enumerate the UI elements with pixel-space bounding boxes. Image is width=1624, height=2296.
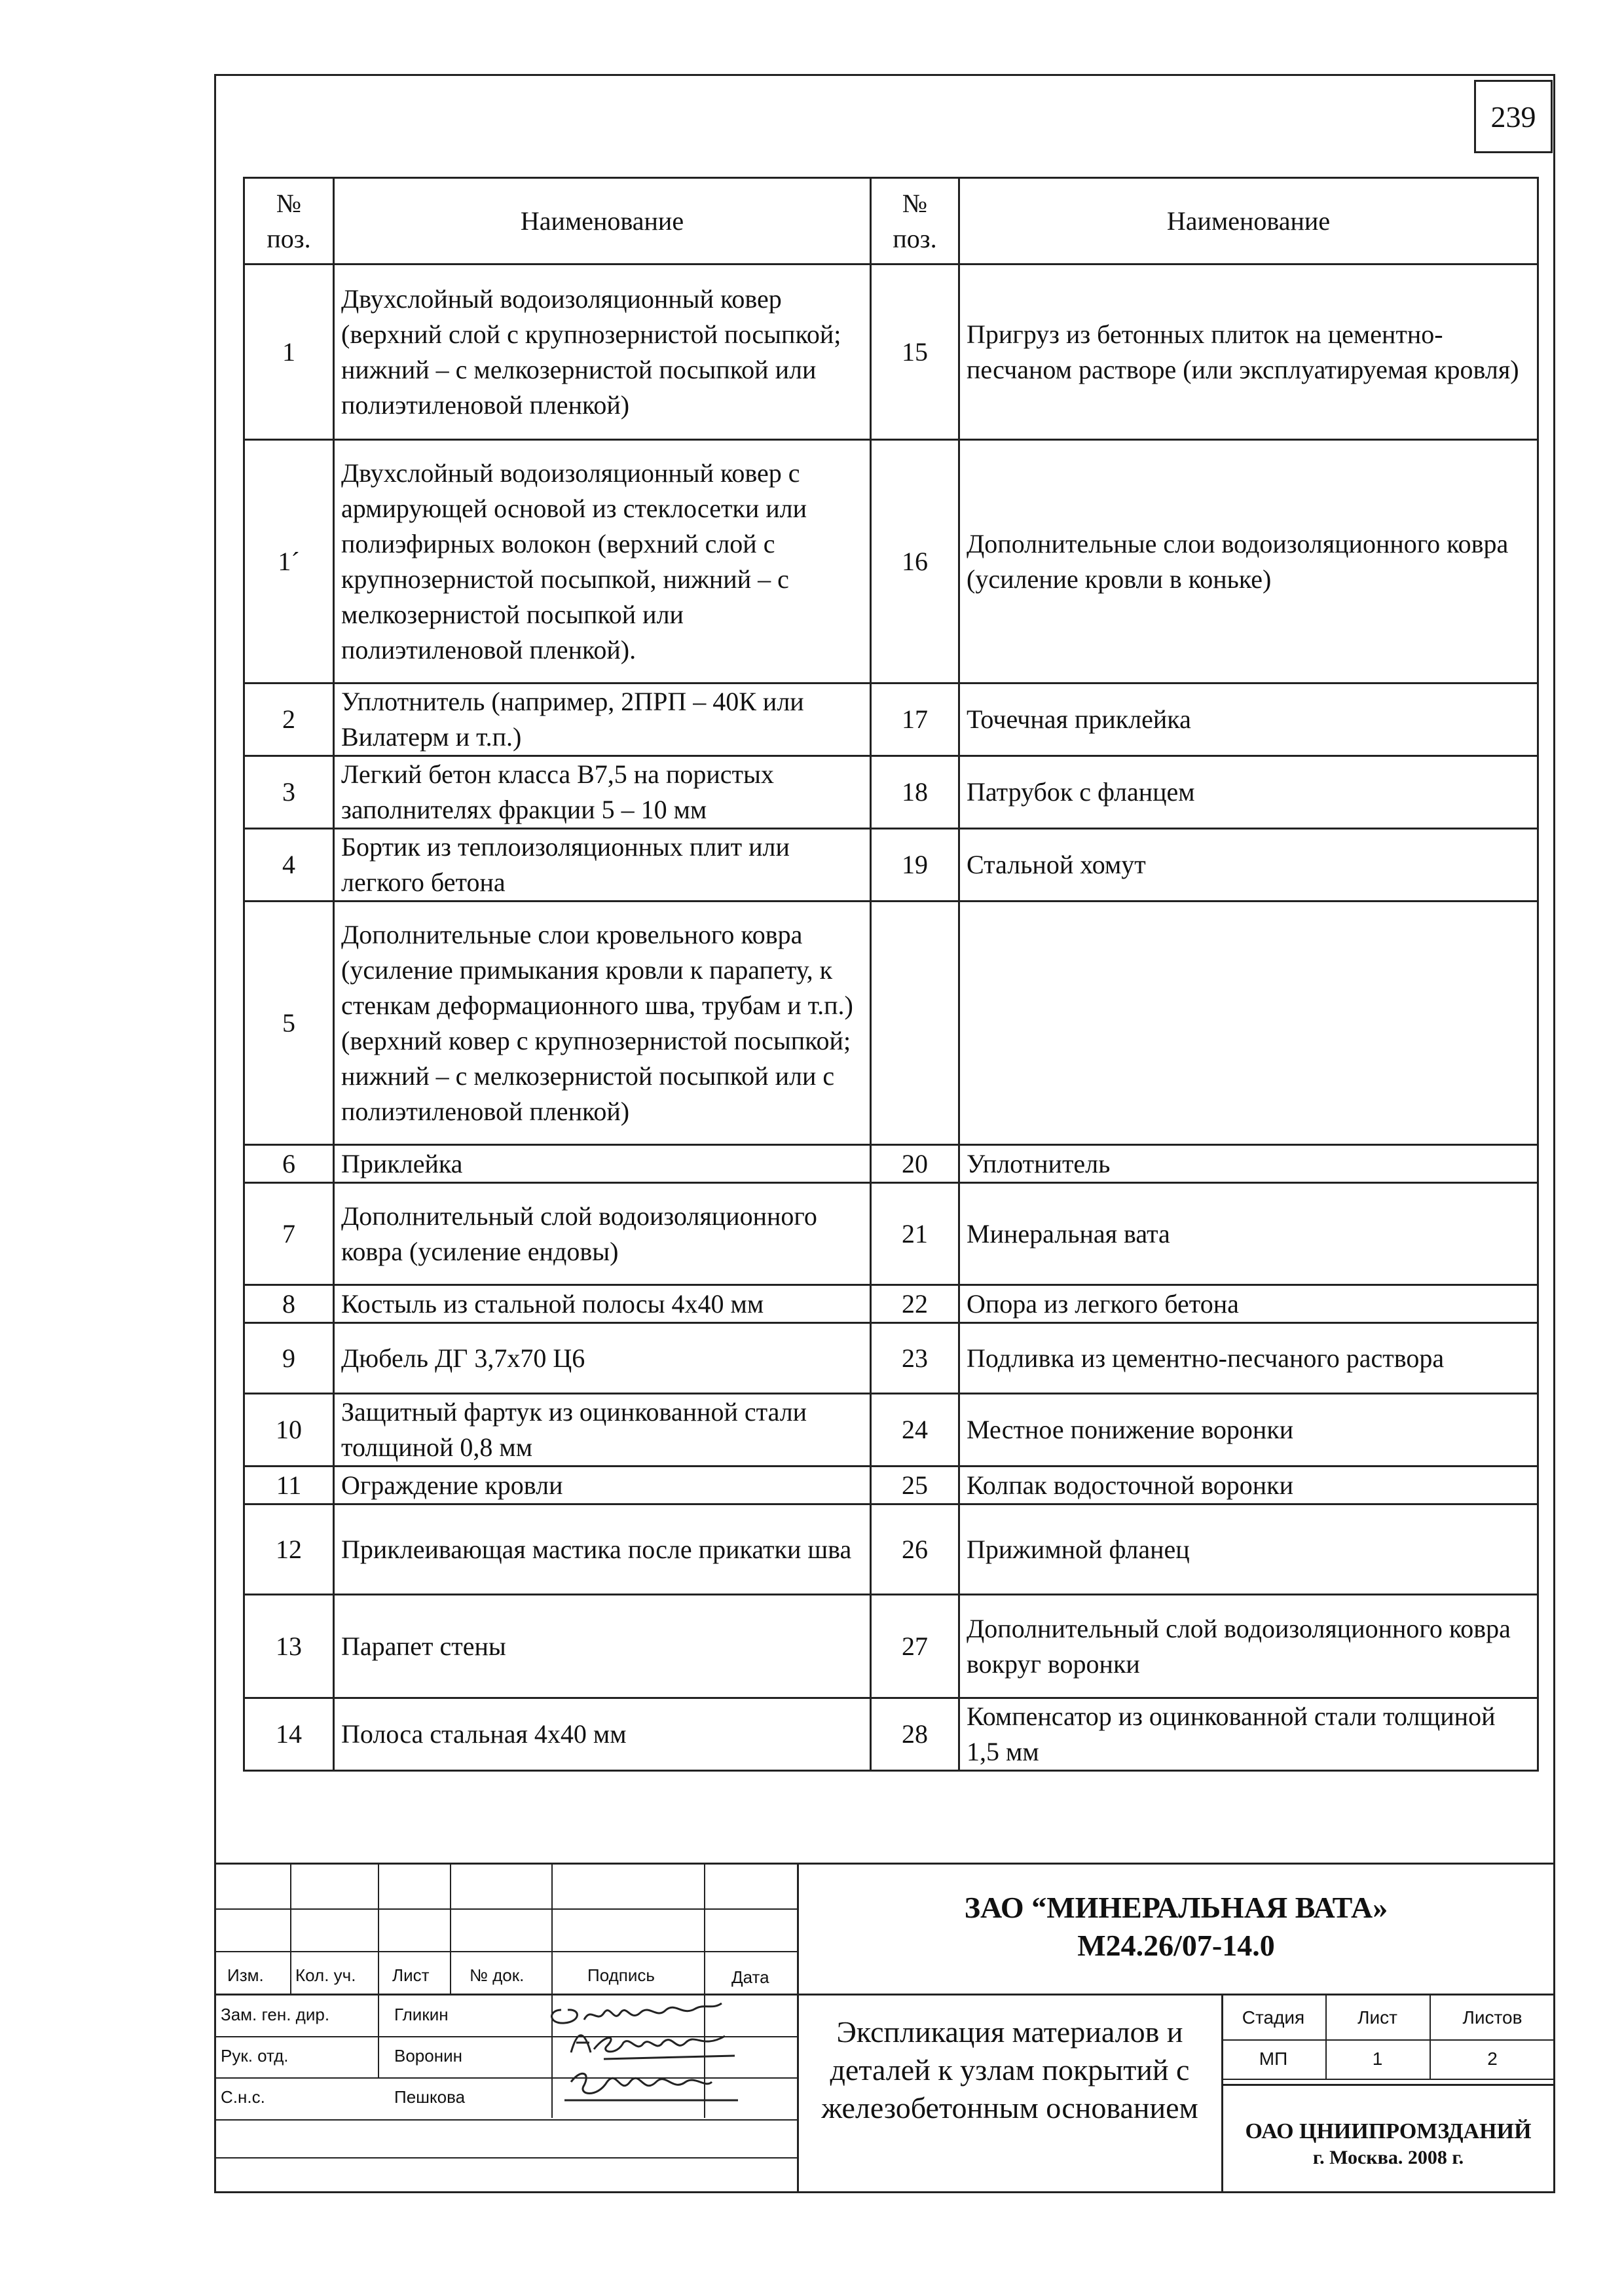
table-row [244,1183,1538,1285]
table-row [244,902,1538,1145]
table-row [244,1285,1538,1323]
item-name-left: Двухслойный водоизоляционный ковер с армирующей основой из стеклосетки или полиэфирных волокон (верхний слой с крупнозернистой посыпкой, нижний – с мелкозернистой посыпкой или полиэтиленовой пленкой). [334,440,871,683]
item-number-right: 25 [871,1467,959,1504]
header-name-right: Наименование [959,178,1538,264]
table-row [244,1467,1538,1504]
item-name-right: Уплотнитель [959,1145,1538,1183]
item-number-left: 3 [244,756,334,829]
sheets-header: Листов [1462,2007,1522,2028]
table-row [244,756,1538,829]
name-voronin: Воронин [394,2046,462,2066]
item-name-right: Дополнительные слои водоизоляционного ковра (усиление кровли в коньке) [959,440,1538,683]
item-name-right: Стальной хомут [959,829,1538,902]
item-number-right: 28 [871,1698,959,1771]
document-title: Экспликация материалов и деталей к узлам покрытий с железобетонным основанием [821,2015,1198,2124]
item-name-left: Приклейка [334,1145,871,1183]
sheet-header: Лист [1357,2007,1397,2028]
item-number-right: 26 [871,1504,959,1595]
col-header-list: Лист [392,1965,430,1985]
item-number-left: 10 [244,1394,334,1467]
item-number-left: 5 [244,902,334,1145]
header-num-left: № поз. [244,178,334,264]
item-name-left: Приклеивающая мастика после прикатки шва [334,1504,871,1595]
item-name-right: Прижимной фланец [959,1504,1538,1595]
item-number-left: 4 [244,829,334,902]
col-header-izm: Изм. [227,1965,264,1985]
item-name-right: Патрубок с фланцем [959,756,1538,829]
item-number-right: 24 [871,1394,959,1467]
item-number-right: 23 [871,1323,959,1394]
item-name-left: Бортик из теплоизоляционных плит или легкого бетона [334,829,871,902]
role-senior-researcher: С.н.с. [221,2087,265,2107]
item-number-left: 7 [244,1183,334,1285]
item-number-left: 1´ [244,440,334,683]
item-name-left: Парапет стены [334,1595,871,1698]
name-peshkova: Пешкова [394,2087,466,2107]
item-number-left: 2 [244,683,334,756]
role-head-dept: Рук. отд. [221,2046,289,2066]
signatures [545,1990,741,2121]
name-glikin: Гликин [394,2005,449,2024]
item-name-right: Компенсатор из оцинкованной стали толщиной 1,5 мм [959,1698,1538,1771]
city-year: г. Москва. 2008 г. [1312,2147,1464,2168]
item-number-left: 9 [244,1323,334,1394]
item-number-left: 1 [244,264,334,440]
item-name-right: Точечная приклейка [959,683,1538,756]
table-row [244,264,1538,440]
document-code: М24.26/07-14.0 [1077,1929,1275,1962]
item-name-right: Дополнительный слой водоизоляционного ковра вокруг воронки [959,1595,1538,1698]
item-number-left: 11 [244,1467,334,1504]
item-number-right: 17 [871,683,959,756]
table-row [244,440,1538,683]
item-name-right [959,902,1538,1145]
table-row [244,1504,1538,1595]
item-number-right: 20 [871,1145,959,1183]
col-header-signature: Подпись [587,1965,655,1985]
item-number-left: 6 [244,1145,334,1183]
item-name-right: Пригруз из бетонных плиток на цементно-песчаном растворе (или эксплуатируемая кровля) [959,264,1538,440]
item-name-right: Колпак водосточной воронки [959,1467,1538,1504]
item-name-left: Уплотнитель (например, 2ПРП – 40К или Вилатерм и т.п.) [334,683,871,756]
item-name-left: Легкий бетон класса В7,5 на пористых заполнителях фракции 5 – 10 мм [334,756,871,829]
table-row [244,683,1538,756]
explication-table [243,177,1539,1772]
header-num-right: № поз. [871,178,959,264]
item-number-right: 27 [871,1595,959,1698]
item-number-right: 16 [871,440,959,683]
item-name-left: Полоса стальная 4х40 мм [334,1698,871,1771]
table-row [244,1698,1538,1771]
title-block [214,1863,1555,2193]
table-header-row [244,178,1538,264]
table-row [244,829,1538,902]
item-number-right: 15 [871,264,959,440]
item-name-right: Подливка из цементно-песчаного раствора [959,1323,1538,1394]
item-number-right: 18 [871,756,959,829]
item-number-left: 13 [244,1595,334,1698]
table-row [244,1145,1538,1183]
item-number-left: 8 [244,1285,334,1323]
item-number-left: 14 [244,1698,334,1771]
item-name-left: Двухслойный водоизоляционный ковер (верхний слой с крупнозернистой посыпкой; нижний – с мелкозернистой посыпкой или полиэтиленовой пленкой) [334,264,871,440]
item-name-left: Дополнительные слои кровельного ковра (усиление примыкания кровли к парапету, к стенкам деформационного шва, трубам и т.п.) (верхний ковер с крупнозернистой посыпкой; нижний – с мелкозернистой посыпкой или с полиэтиленовой пленкой) [334,902,871,1145]
item-name-right: Опора из легкого бетона [959,1285,1538,1323]
stage-value: МП [1259,2049,1288,2069]
role-deputy-director: Зам. ген. дир. [221,2005,330,2024]
item-name-right: Минеральная вата [959,1183,1538,1285]
item-name-left: Защитный фартук из оцинкованной стали толщиной 0,8 мм [334,1394,871,1467]
page-number: 239 [1474,80,1553,153]
col-header-kol-uch: Кол. уч. [295,1965,356,1985]
item-name-left: Ограждение кровли [334,1467,871,1504]
item-name-left: Дополнительный слой водоизоляционного ковра (усиление ендовы) [334,1183,871,1285]
item-name-left: Дюбель ДГ 3,7х70 Ц6 [334,1323,871,1394]
company-name: ЗАО “МИНЕРАЛЬНАЯ ВАТА» [964,1891,1388,1924]
organization: ОАО ЦНИИПРОМЗДАНИЙ [1245,2119,1532,2143]
col-header-date: Дата [731,1967,769,1987]
sheets-value: 2 [1487,2049,1498,2069]
item-number-right: 22 [871,1285,959,1323]
item-number-right: 19 [871,829,959,902]
item-number-right [871,902,959,1145]
table-row [244,1595,1538,1698]
item-name-right: Местное понижение воронки [959,1394,1538,1467]
item-name-left: Костыль из стальной полосы 4х40 мм [334,1285,871,1323]
col-header-doc: № док. [470,1965,525,1985]
header-name-left: Наименование [334,178,871,264]
item-number-left: 12 [244,1504,334,1595]
table-row [244,1323,1538,1394]
item-number-right: 21 [871,1183,959,1285]
table-row [244,1394,1538,1467]
sheet-value: 1 [1372,2049,1383,2069]
stage-header: Стадия [1242,2007,1305,2028]
